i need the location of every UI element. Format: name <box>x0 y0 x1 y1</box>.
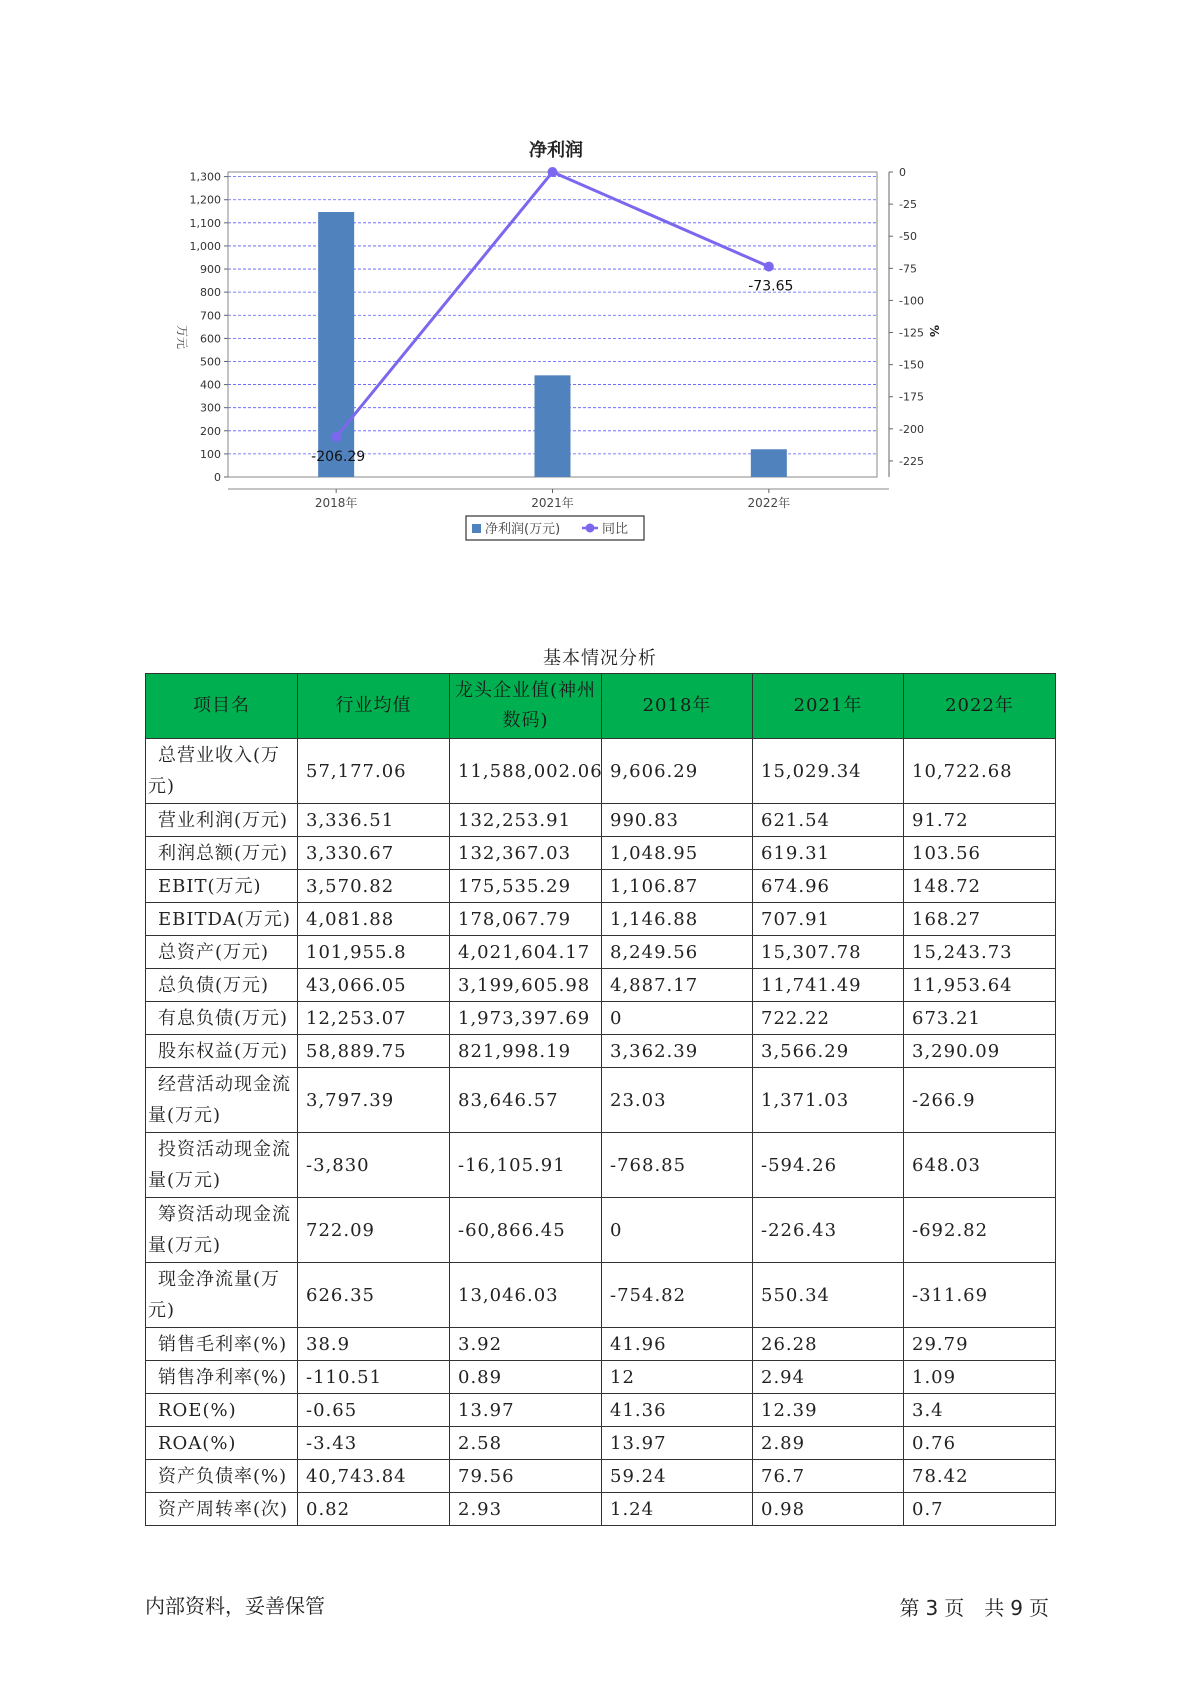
footer-page-number <box>900 1592 1055 1621</box>
value-cell: 707.91 <box>753 903 904 936</box>
value-cell: 10,722.68 <box>904 739 1056 804</box>
table-row <box>146 903 1056 936</box>
right-tick-label: -25 <box>899 198 917 212</box>
right-tick-label: -50 <box>899 230 917 244</box>
value-cell: 621.54 <box>753 804 904 837</box>
table-body <box>146 739 1056 1526</box>
right-tick-label: -100 <box>899 294 924 308</box>
value-cell: -594.26 <box>753 1133 904 1198</box>
value-cell: 12.39 <box>753 1394 904 1427</box>
left-axis-label: 万元 <box>175 325 189 350</box>
value-cell: 41.36 <box>602 1394 753 1427</box>
x-tick-label: 2022年 <box>747 496 791 510</box>
value-cell: 550.34 <box>753 1263 904 1328</box>
yoy-point-2022年 <box>764 262 774 272</box>
value-cell: 2.89 <box>753 1427 904 1460</box>
value-cell: 59.24 <box>602 1460 753 1493</box>
value-cell: -0.65 <box>298 1394 450 1427</box>
column-header: 2021年 <box>753 674 904 739</box>
value-cell: 3,330.67 <box>298 837 450 870</box>
legend-label: 净利润(万元) <box>485 522 561 537</box>
left-tick-label: 700 <box>200 309 221 323</box>
row-label-cell: 经营活动现金流量(万元) <box>146 1068 298 1133</box>
value-cell: -311.69 <box>904 1263 1056 1328</box>
table-row <box>146 1198 1056 1263</box>
value-cell: 3,362.39 <box>602 1035 753 1068</box>
value-cell: 11,953.64 <box>904 969 1056 1002</box>
value-cell: 13,046.03 <box>450 1263 602 1328</box>
right-tick-label: -225 <box>899 454 924 468</box>
value-cell: 8,249.56 <box>602 936 753 969</box>
data-label: -73.65 <box>748 278 794 295</box>
value-cell: -16,105.91 <box>450 1133 602 1198</box>
value-cell: 1,146.88 <box>602 903 753 936</box>
value-cell: 76.7 <box>753 1460 904 1493</box>
page-total: 9 <box>1010 1596 1023 1620</box>
basic-analysis-table <box>145 673 1056 1526</box>
value-cell: 673.21 <box>904 1002 1056 1035</box>
row-label-cell: ROA(%) <box>146 1427 298 1460</box>
value-cell: -3.43 <box>298 1427 450 1460</box>
value-cell: 674.96 <box>753 870 904 903</box>
row-label-cell: 销售毛利率(%) <box>146 1328 298 1361</box>
value-cell: 9,606.29 <box>602 739 753 804</box>
value-cell: 38.9 <box>298 1328 450 1361</box>
bar-2022年 <box>751 449 787 477</box>
value-cell: 626.35 <box>298 1263 450 1328</box>
table-row <box>146 1493 1056 1526</box>
value-cell: 0.98 <box>753 1493 904 1526</box>
value-cell: -266.9 <box>904 1068 1056 1133</box>
value-cell: -3,830 <box>298 1133 450 1198</box>
value-cell: 3,566.29 <box>753 1035 904 1068</box>
value-cell: -754.82 <box>602 1263 753 1328</box>
value-cell: 2.93 <box>450 1493 602 1526</box>
table-row <box>146 837 1056 870</box>
footer-confidential-note: 内部资料，妥善保管 <box>145 1594 325 1618</box>
value-cell: 79.56 <box>450 1460 602 1493</box>
value-cell: 0 <box>602 1198 753 1263</box>
value-cell: 13.97 <box>450 1394 602 1427</box>
value-cell: 13.97 <box>602 1427 753 1460</box>
bar-series <box>318 212 787 477</box>
value-cell: 3,797.39 <box>298 1068 450 1133</box>
value-cell: 4,021,604.17 <box>450 936 602 969</box>
left-tick-label: 600 <box>200 332 221 346</box>
table-row <box>146 1460 1056 1493</box>
left-tick-label: 300 <box>200 401 221 415</box>
value-cell: 148.72 <box>904 870 1056 903</box>
left-tick-label: 200 <box>200 424 221 438</box>
value-cell: 4,887.17 <box>602 969 753 1002</box>
value-cell: 168.27 <box>904 903 1056 936</box>
column-header: 2018年 <box>602 674 753 739</box>
value-cell: 15,307.78 <box>753 936 904 969</box>
right-tick-label: -200 <box>899 422 924 436</box>
value-cell: 1,048.95 <box>602 837 753 870</box>
left-tick-label: 1,100 <box>189 216 221 230</box>
value-cell: 990.83 <box>602 804 753 837</box>
value-cell: -110.51 <box>298 1361 450 1394</box>
value-cell: 2.94 <box>753 1361 904 1394</box>
right-tick-label: 0 <box>899 166 906 179</box>
value-cell: -226.43 <box>753 1198 904 1263</box>
x-tick-label: 2018年 <box>314 496 358 510</box>
value-cell: 3,199,605.98 <box>450 969 602 1002</box>
value-cell: 0.89 <box>450 1361 602 1394</box>
value-cell: 58,889.75 <box>298 1035 450 1068</box>
value-cell: 57,177.06 <box>298 739 450 804</box>
right-tick-label: -75 <box>899 262 917 276</box>
value-cell: 3,570.82 <box>298 870 450 903</box>
table-row <box>146 1394 1056 1427</box>
left-tick-label: 0 <box>214 471 221 484</box>
value-cell: 619.31 <box>753 837 904 870</box>
value-cell: 12,253.07 <box>298 1002 450 1035</box>
right-tick-label: -125 <box>899 326 924 340</box>
left-tick-label: 100 <box>200 447 221 461</box>
row-label-cell: 销售净利率(%) <box>146 1361 298 1394</box>
table-row <box>146 1427 1056 1460</box>
value-cell: 4,081.88 <box>298 903 450 936</box>
value-cell: 3.4 <box>904 1394 1056 1427</box>
value-cell: -768.85 <box>602 1133 753 1198</box>
left-tick-label: 800 <box>200 286 221 300</box>
table-caption: 基本情况分析 <box>543 648 657 669</box>
value-cell: 40,743.84 <box>298 1460 450 1493</box>
page-suffix: 页 <box>1029 1596 1049 1620</box>
table-row <box>146 936 1056 969</box>
table-row <box>146 1035 1056 1068</box>
table-row <box>146 1361 1056 1394</box>
value-cell: 3,336.51 <box>298 804 450 837</box>
column-header: 龙头企业值(神州数码) <box>450 674 602 739</box>
left-tick-label: 1,200 <box>189 193 221 207</box>
chart-svg <box>170 135 1030 595</box>
value-cell: 0.7 <box>904 1493 1056 1526</box>
value-cell: 175,535.29 <box>450 870 602 903</box>
value-cell: 26.28 <box>753 1328 904 1361</box>
value-cell: 103.56 <box>904 837 1056 870</box>
yoy-point-2018年 <box>331 432 341 442</box>
row-label-cell: 现金净流量(万元) <box>146 1263 298 1328</box>
value-cell: 78.42 <box>904 1460 1056 1493</box>
table-row <box>146 1002 1056 1035</box>
value-cell: 821,998.19 <box>450 1035 602 1068</box>
row-label-cell: 有息负债(万元) <box>146 1002 298 1035</box>
page-prefix: 第 <box>899 1596 920 1620</box>
value-cell: -692.82 <box>904 1198 1056 1263</box>
bar-2021年 <box>535 375 571 477</box>
value-cell: -60,866.45 <box>450 1198 602 1263</box>
value-cell: 1,371.03 <box>753 1068 904 1133</box>
table-row <box>146 870 1056 903</box>
value-cell: 3.92 <box>450 1328 602 1361</box>
value-cell: 3,290.09 <box>904 1035 1056 1068</box>
value-cell: 91.72 <box>904 804 1056 837</box>
value-cell: 0 <box>602 1002 753 1035</box>
value-cell: 12 <box>602 1361 753 1394</box>
left-tick-label: 900 <box>200 263 221 277</box>
table-row <box>146 1068 1056 1133</box>
left-tick-label: 500 <box>200 355 221 369</box>
left-tick-label: 1,300 <box>189 170 221 184</box>
left-tick-label: 1,000 <box>189 239 221 253</box>
value-cell: 1,106.87 <box>602 870 753 903</box>
yoy-point-2021年 <box>548 167 558 177</box>
value-cell: 11,588,002.06 <box>450 739 602 804</box>
row-label-cell: 资产负债率(%) <box>146 1460 298 1493</box>
row-label-cell: 利润总额(万元) <box>146 837 298 870</box>
value-cell: 1.24 <box>602 1493 753 1526</box>
legend-dot-swatch <box>586 524 595 533</box>
row-label-cell: EBIT(万元) <box>146 870 298 903</box>
value-cell: 15,243.73 <box>904 936 1056 969</box>
right-tick-label: -175 <box>899 390 924 404</box>
page-current: 3 <box>925 1596 939 1620</box>
net-profit-chart <box>170 135 1030 595</box>
legend-bar-swatch <box>472 524 481 533</box>
value-cell: 11,741.49 <box>753 969 904 1002</box>
column-header: 项目名 <box>146 674 298 739</box>
right-axis-label: % <box>927 325 941 338</box>
right-tick-label: -150 <box>899 358 924 372</box>
table-header-row <box>146 674 1056 739</box>
value-cell: 132,367.03 <box>450 837 602 870</box>
value-cell: 722.22 <box>753 1002 904 1035</box>
value-cell: 178,067.79 <box>450 903 602 936</box>
value-cell: 41.96 <box>602 1328 753 1361</box>
table-row <box>146 1133 1056 1198</box>
column-header: 行业均值 <box>298 674 450 739</box>
chart-title: 净利润 <box>529 140 583 161</box>
value-cell: 15,029.34 <box>753 739 904 804</box>
value-cell: 83,646.57 <box>450 1068 602 1133</box>
chart-legend <box>466 516 644 540</box>
row-label-cell: 总资产(万元) <box>146 936 298 969</box>
column-header: 2022年 <box>904 674 1056 739</box>
x-tick-label: 2021年 <box>531 496 574 510</box>
row-label-cell: 营业利润(万元) <box>146 804 298 837</box>
value-cell: 722.09 <box>298 1198 450 1263</box>
table-row <box>146 739 1056 804</box>
left-tick-label: 400 <box>200 378 221 392</box>
value-cell: 2.58 <box>450 1427 602 1460</box>
table-row <box>146 969 1056 1002</box>
value-cell: 132,253.91 <box>450 804 602 837</box>
value-cell: 648.03 <box>904 1133 1056 1198</box>
value-cell: 1.09 <box>904 1361 1056 1394</box>
value-cell: 0.76 <box>904 1427 1056 1460</box>
row-label-cell: 投资活动现金流量(万元) <box>146 1133 298 1198</box>
value-cell: 101,955.8 <box>298 936 450 969</box>
row-label-cell: EBITDA(万元) <box>146 903 298 936</box>
value-cell: 0.82 <box>298 1493 450 1526</box>
legend-label: 同比 <box>602 522 629 537</box>
row-label-cell: 总负债(万元) <box>146 969 298 1002</box>
row-label-cell: ROE(%) <box>146 1394 298 1427</box>
row-label-cell: 筹资活动现金流量(万元) <box>146 1198 298 1263</box>
table-row <box>146 1263 1056 1328</box>
row-label-cell: 总营业收入(万元) <box>146 739 298 804</box>
table-row <box>146 804 1056 837</box>
data-label: -206.29 <box>311 448 366 465</box>
value-cell: 43,066.05 <box>298 969 450 1002</box>
row-label-cell: 资产周转率(次) <box>146 1493 298 1526</box>
value-cell: 1,973,397.69 <box>450 1002 602 1035</box>
page-mid: 页 共 <box>944 1596 1005 1620</box>
table-row <box>146 1328 1056 1361</box>
row-label-cell: 股东权益(万元) <box>146 1035 298 1068</box>
value-cell: 23.03 <box>602 1068 753 1133</box>
value-cell: 29.79 <box>904 1328 1056 1361</box>
